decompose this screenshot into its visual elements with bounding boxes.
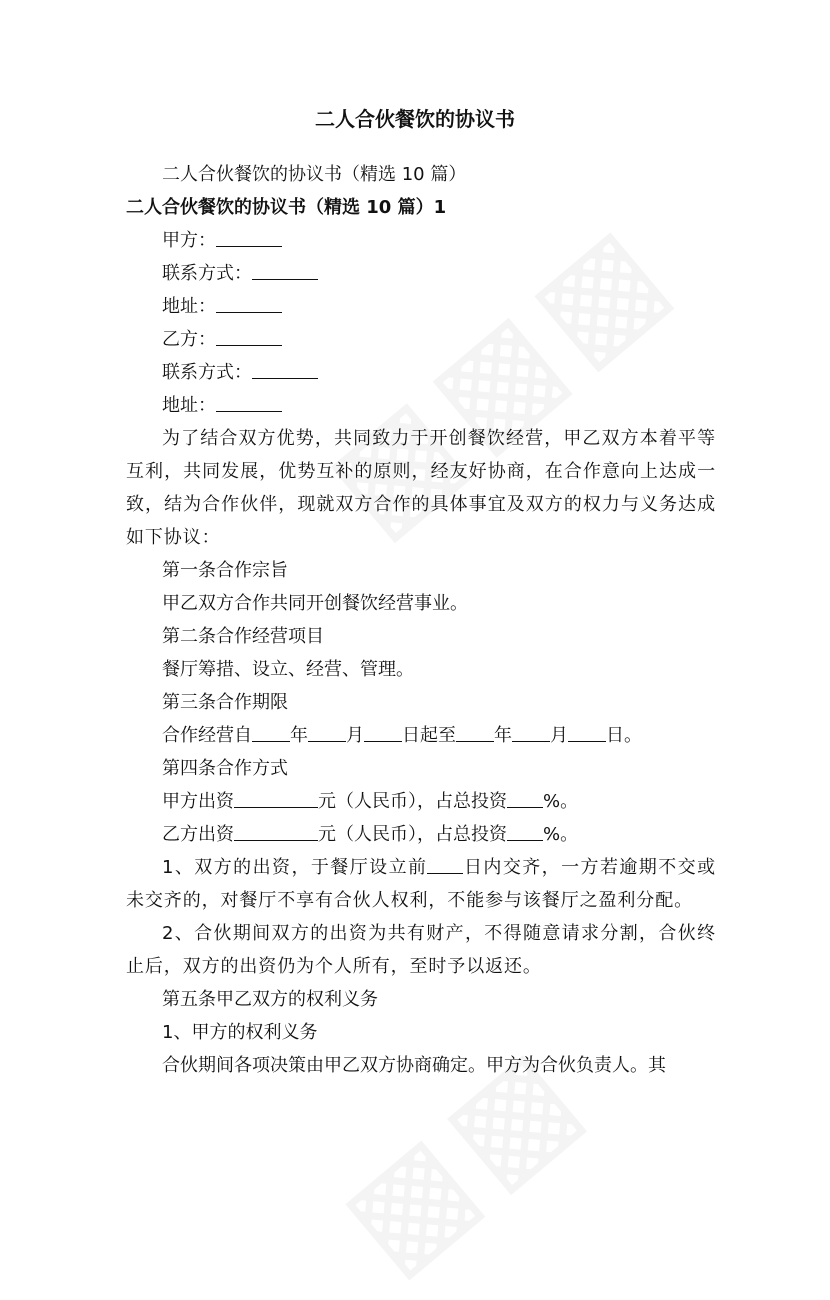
party-b-contact-label: 联系方式： xyxy=(162,362,252,383)
party-b-contact-line xyxy=(162,356,752,389)
party-b-address-line xyxy=(162,389,752,422)
party-a-capital-mid: 元（人民币），占总投资 xyxy=(318,791,507,812)
party-a-capital-suffix: %。 xyxy=(543,791,579,812)
term-day-end-label: 日。 xyxy=(606,725,642,746)
party-a-contact-label: 联系方式： xyxy=(162,263,252,284)
end-month-blank xyxy=(512,723,550,742)
party-a-address-line xyxy=(162,290,752,323)
end-day-blank xyxy=(568,723,606,742)
party-b-name-label: 乙方： xyxy=(162,329,216,350)
party-a-name-line xyxy=(162,224,752,257)
document-subtitle: 二人合伙餐饮的协议书（精选 10 篇） xyxy=(162,164,467,185)
party-b-capital-amount-blank xyxy=(234,822,318,841)
term-month2-label: 月 xyxy=(550,725,568,746)
party-a-address-label: 地址： xyxy=(162,296,216,317)
article1-heading: 第一条合作宗旨 xyxy=(162,560,288,581)
end-year-blank xyxy=(456,723,494,742)
party-b-capital-percent-blank xyxy=(507,822,543,841)
term-prefix: 合作经营自 xyxy=(162,725,252,746)
party-a-capital-amount-blank xyxy=(234,789,318,808)
term-year-label: 年 xyxy=(290,725,308,746)
clause1-suffix: 日内交齐，一方若逾期不交或未交齐的，对餐厅不享有合伙人权利，不能参与该餐厅之盈利分配。 xyxy=(126,857,716,911)
clause1-days-blank xyxy=(427,855,463,874)
start-year-blank xyxy=(252,723,290,742)
party-b-capital-mid: 元（人民币），占总投资 xyxy=(318,824,507,845)
start-month-blank xyxy=(308,723,346,742)
party-b-capital-suffix: %。 xyxy=(543,824,579,845)
party-a-capital-prefix: 甲方出资 xyxy=(162,791,234,812)
article1-body: 甲乙双方合作共同开创餐饮经营事业。 xyxy=(162,593,468,614)
party-b-address-label: 地址： xyxy=(162,395,216,416)
article5-heading: 第五条甲乙双方的权利义务 xyxy=(162,989,378,1010)
party-a-contact-blank xyxy=(252,261,318,280)
party-a-capital-percent-blank xyxy=(507,789,543,808)
article5-sub1: 1、甲方的权利义务 xyxy=(162,1022,318,1043)
section-heading: 二人合伙餐饮的协议书（精选 10 篇）1 xyxy=(126,197,447,218)
clause1-prefix: 1、双方的出资，于餐厅设立前 xyxy=(162,857,428,878)
article4-heading: 第四条合作方式 xyxy=(162,758,288,779)
article5-body: 合伙期间各项决策由甲乙双方协商确定。甲方为合伙负责人。其 xyxy=(162,1055,666,1076)
party-b-capital-prefix: 乙方出资 xyxy=(162,824,234,845)
party-a-capital-line xyxy=(162,785,752,818)
party-b-name-blank xyxy=(216,327,282,346)
article2-heading: 第二条合作经营项目 xyxy=(162,626,324,647)
article4-clause2: 2、合伙期间双方的出资为共有财产，不得随意请求分割，合伙终止后，双方的出资仍为个人所有，至时予以返还。 xyxy=(126,923,716,977)
document-title: 二人合伙餐饮的协议书 xyxy=(315,107,515,131)
party-a-address-blank xyxy=(216,294,282,313)
term-year2-label: 年 xyxy=(494,725,512,746)
party-b-capital-line xyxy=(162,818,752,851)
start-day-blank xyxy=(364,723,402,742)
article4-clause1 xyxy=(126,851,716,917)
preamble-paragraph: 为了结合双方优势，共同致力于开创餐饮经营，甲乙双方本着平等互利，共同发展，优势互补的原则，经友好协商，在合作意向上达成一致，结为合作伙伴，现就双方合作的具体事宜及双方的权力与义务达成如下协议： xyxy=(126,428,716,548)
article3-term-line xyxy=(162,719,752,752)
party-a-name-blank xyxy=(216,228,282,247)
party-b-address-blank xyxy=(216,393,282,412)
party-a-contact-line xyxy=(162,257,752,290)
article2-body: 餐厅筹措、设立、经营、管理。 xyxy=(162,659,414,680)
term-month-label: 月 xyxy=(346,725,364,746)
article3-heading: 第三条合作期限 xyxy=(162,692,288,713)
party-b-name-line xyxy=(162,323,752,356)
term-day-to-label: 日起至 xyxy=(402,725,456,746)
party-a-name-label: 甲方： xyxy=(162,230,216,251)
party-b-contact-blank xyxy=(252,360,318,379)
